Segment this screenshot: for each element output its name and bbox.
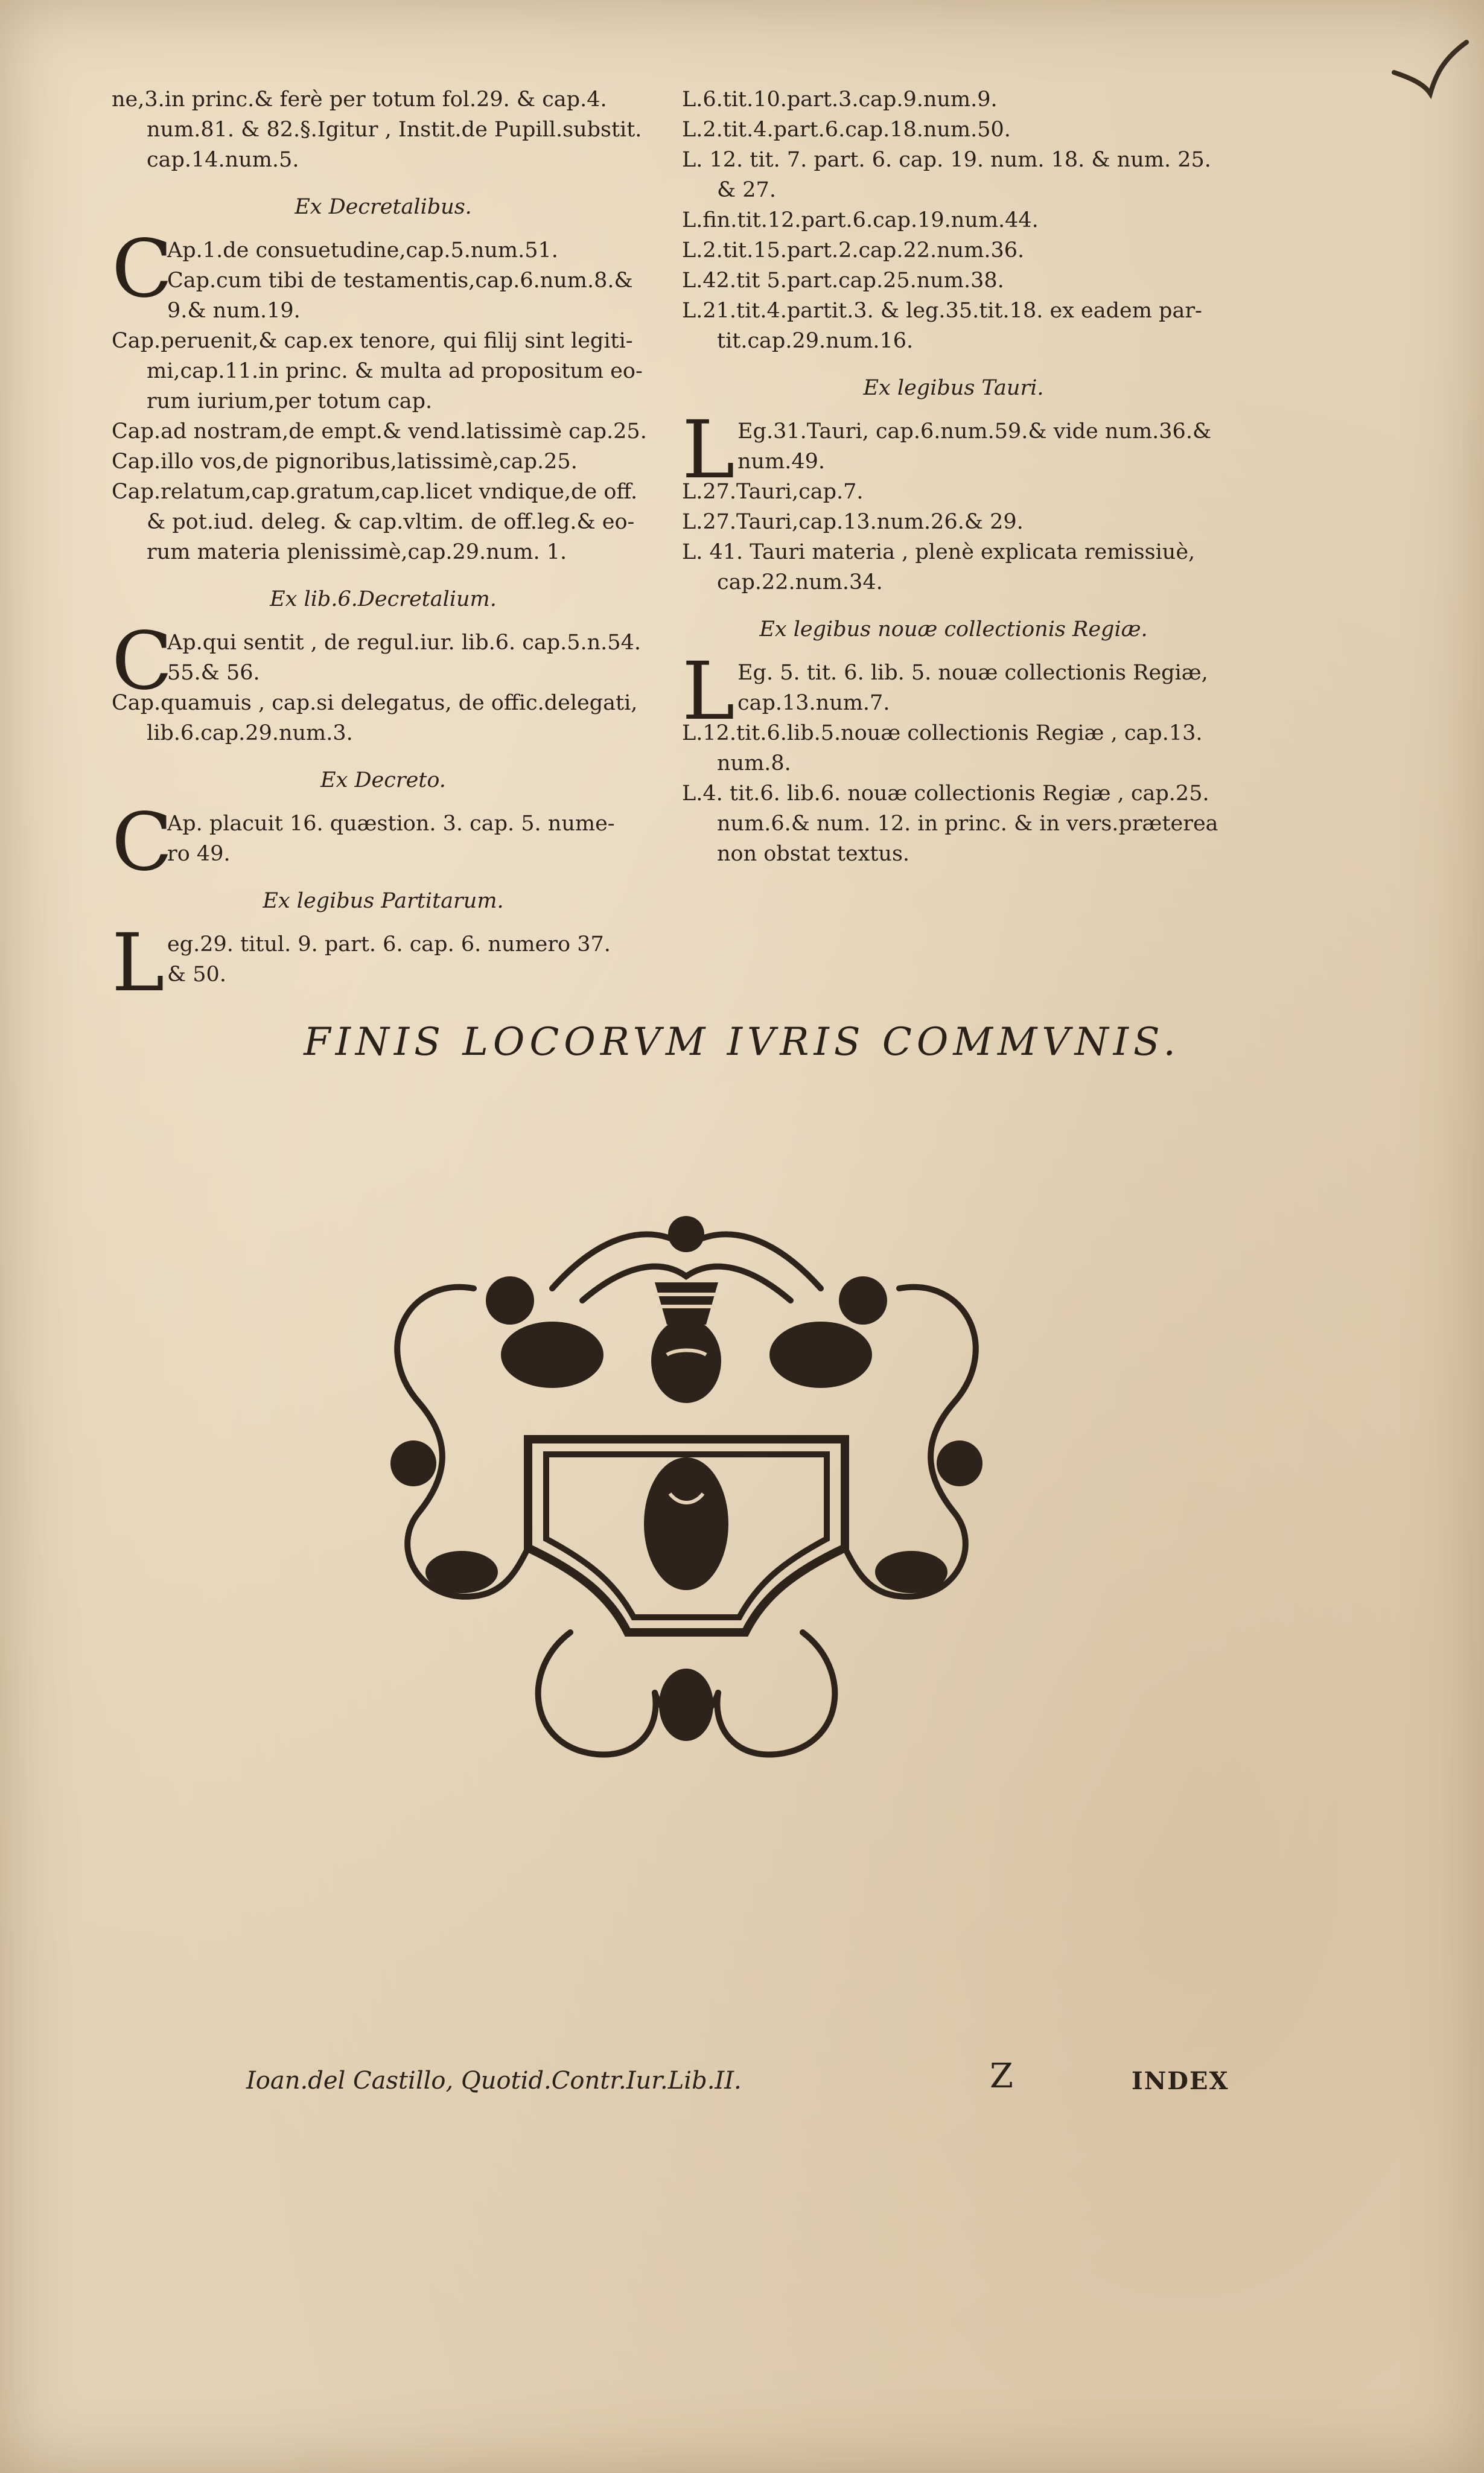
text-line: cap.14.num.5.	[147, 148, 299, 172]
text-line: 9.& num.19.	[167, 299, 301, 323]
text-line: num.49.	[737, 450, 826, 474]
entry-list	[112, 326, 655, 567]
text-line: Cap.quamuis , cap.si delegatus, de offic.delegati,	[112, 691, 638, 715]
text-line: Cap.peruenit,& cap.ex tenore, qui filij sint legiti-	[112, 329, 633, 353]
text-line: cap.22.num.34.	[717, 570, 883, 594]
text-line: Ap.1.de consuetudine,cap.5.num.51.	[167, 238, 558, 263]
text-line: lib.6.cap.29.num.3.	[147, 721, 353, 745]
woodcut-ornament-icon	[371, 1210, 1002, 1777]
drop-cap: C	[112, 223, 173, 316]
drop-cap: C	[112, 615, 173, 708]
text-line: & 50.	[167, 963, 226, 987]
section-heading-tauri: Ex legibus Tauri.	[863, 376, 1044, 400]
text-line: Eg. 5. tit. 6. lib. 5. nouæ collectionis Regiæ,	[737, 661, 1208, 685]
text-line: 55.& 56.	[167, 661, 260, 685]
text-line: L. 41. Tauri materia , plenè explicata remissiuè,	[682, 540, 1196, 564]
text-line: Cap.illo vos,de pignoribus,latissimè,cap.25.	[112, 450, 578, 474]
right-column	[682, 84, 1225, 869]
intro-lines	[112, 84, 655, 175]
section-heading-decreto: Ex Decreto.	[320, 768, 446, 792]
entry-list	[112, 688, 655, 748]
text-line: num.6.& num. 12. in princ. & in vers.præterea	[717, 812, 1218, 836]
text-line: Eg.31.Tauri, cap.6.num.59.& vide num.36.&	[737, 419, 1212, 444]
section-heading-lib6: Ex lib.6.Decretalium.	[270, 587, 497, 611]
text-line: L. 12. tit. 7. part. 6. cap. 19. num. 18. & num. 25.	[682, 148, 1211, 172]
text-line: Ap. placuit 16. quæstion. 3. cap. 5. nume-	[167, 812, 615, 836]
text-line: eg.29. titul. 9. part. 6. cap. 6. numero 37.	[167, 932, 611, 956]
text-line: L.27.Tauri,cap.7.	[682, 480, 864, 504]
dropcap-entry	[112, 796, 655, 889]
dropcap-entry	[112, 917, 655, 1010]
text-line: L.2.tit.4.part.6.cap.18.num.50.	[682, 118, 1011, 142]
text-line: cap.13.num.7.	[737, 691, 890, 715]
text-line: Cap.ad nostram,de empt.& vend.latissimè cap.25.	[112, 419, 647, 444]
text-line: ro 49.	[167, 842, 231, 866]
catchword: INDEX	[1132, 2067, 1229, 2095]
pen-mark-icon	[1388, 36, 1473, 103]
text-line: L.12.tit.6.lib.5.nouæ collectionis Regiæ , cap.13.	[682, 721, 1203, 745]
text-line: Cap.cum tibi de testamentis,cap.6.num.8.&	[167, 269, 633, 293]
text-line: L.2.tit.15.part.2.cap.22.num.36.	[682, 238, 1025, 263]
dropcap-entry	[112, 223, 655, 326]
entry-list	[682, 718, 1225, 869]
text-line: & 27.	[717, 178, 776, 202]
left-column	[112, 84, 655, 1010]
text-line: ne,3.in princ.& ferè per totum fol.29. & cap.4.	[112, 88, 607, 112]
section-heading-decretalibus: Ex Decretalibus.	[295, 195, 472, 219]
drop-cap: C	[112, 796, 173, 889]
text-line: num.8.	[717, 751, 791, 775]
text-line: tit.cap.29.num.16.	[717, 329, 914, 353]
drop-cap: L	[682, 404, 735, 497]
text-line: L.fin.tit.12.part.6.cap.19.num.44.	[682, 208, 1039, 232]
entry-list	[682, 84, 1225, 356]
section-heading-regiae: Ex legibus nouæ collectionis Regiæ.	[759, 617, 1148, 641]
text-line: L.21.tit.4.partit.3. & leg.35.tit.18. ex eadem par-	[682, 299, 1202, 323]
section-heading-partitarum: Ex legibus Partitarum.	[263, 889, 504, 913]
text-line: num.81. & 82.§.Igitur , Instit.de Pupill.substit.	[147, 118, 642, 142]
text-line: Ap.qui sentit , de regul.iur. lib.6. cap.5.n.54.	[167, 631, 641, 655]
text-line: L.42.tit 5.part.cap.25.num.38.	[682, 269, 1004, 293]
text-line: & pot.iud. deleg. & cap.vltim. de off.leg.& eo-	[147, 510, 635, 534]
drop-cap: L	[112, 917, 165, 1010]
text-line: Cap.relatum,cap.gratum,cap.licet vndique,de off.	[112, 480, 638, 504]
text-line: non obstat textus.	[717, 842, 910, 866]
drop-cap: L	[682, 645, 735, 738]
running-title: Ioan.del Castillo, Quotid.Contr.Iur.Lib.II.	[246, 2067, 742, 2095]
finis-heading: FINIS LOCORVM IVRIS COMMVNIS.	[304, 1020, 1180, 1065]
text-line: rum iurium,per totum cap.	[147, 389, 433, 413]
signature-mark: Z	[990, 2057, 1013, 2096]
text-line: rum materia plenissimè,cap.29.num. 1.	[147, 540, 567, 564]
entry-list	[682, 477, 1225, 597]
text-line: L.6.tit.10.part.3.cap.9.num.9.	[682, 88, 998, 112]
text-line: L.4. tit.6. lib.6. nouæ collectionis Regiæ , cap.25.	[682, 781, 1209, 806]
text-line: mi,cap.11.in princ. & multa ad propositum eo-	[147, 359, 643, 383]
text-line: L.27.Tauri,cap.13.num.26.& 29.	[682, 510, 1024, 534]
